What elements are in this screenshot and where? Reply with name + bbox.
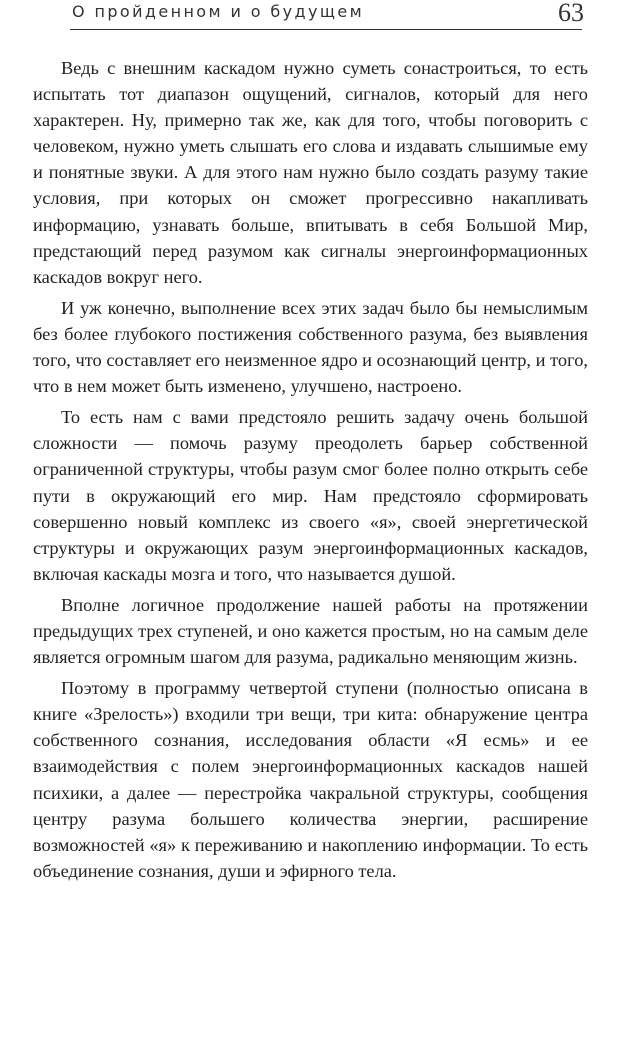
paragraph-1: Ведь с внешним каскадом нужно суметь сонастроиться, то есть испытать тот диапазон ощущений, сигналов, который для него характерен. Ну, примерно так же, как для того, чтобы поговорить с человеком, нужно уметь слышать его слова и издавать слышимые ему и понятные звуки. А для этого нам нужно было создать разуму такие условия, при которых он сможет прогрессивно накапливать информацию, узнавать больше, впитывать в себя Большой Мир, предстающий перед разумом как сигналы энергоинформационных каскадов вокруг него. <box>33 58 588 287</box>
paragraph-3: То есть нам с вами предстояло решить задачу очень большой сложности — помочь разуму преодолеть барьер собственной ограниченной структуры, чтобы разум смог более полно открыть себе пути в окружающий его мир. Нам предстояло сформировать совершенно новый комплекс из своего «я», своей энергетической структуры и окружающих разум энергоинформационных каскадов, включая каскады мозга и того, что называется душой. <box>33 407 588 584</box>
paragraph-5: Поэтому в программу четвертой ступени (полностью описана в книге «Зрелость») входили три вещи, три кита: обнаружение центра собственного сознания, исследования области «Я есмь» и ее взаимодействия с полем энергоинформационных каскадов нашей психики, а далее — перестройка чакральной структуры, сообщения центру разума большего количества энергии, расширение возможностей «я» к переживанию и накоплению информации. То есть объединение сознания, души и эфирного тела. <box>33 678 588 881</box>
page-body <box>33 55 588 884</box>
paragraph-2: И уж конечно, выполнение всех этих задач было бы немыслимым без более глубокого постижения собственного разума, без выявления того, что составляет его неизменное ядро и осознающий центр, и того, что в нем может быть изменено, улучшено, настроено. <box>33 297 588 397</box>
running-title: О пройденном и о будущем <box>72 2 365 21</box>
header-rule <box>70 29 582 30</box>
page-header <box>30 0 590 32</box>
paragraph-4: Вполне логичное продолжение нашей работы на протяжении предыдущих трех ступеней, и оно кажется простым, но на самым деле является огромным шагом для разума, радикально меняющим жизнь. <box>33 594 588 668</box>
page-number: 63 <box>558 0 584 27</box>
